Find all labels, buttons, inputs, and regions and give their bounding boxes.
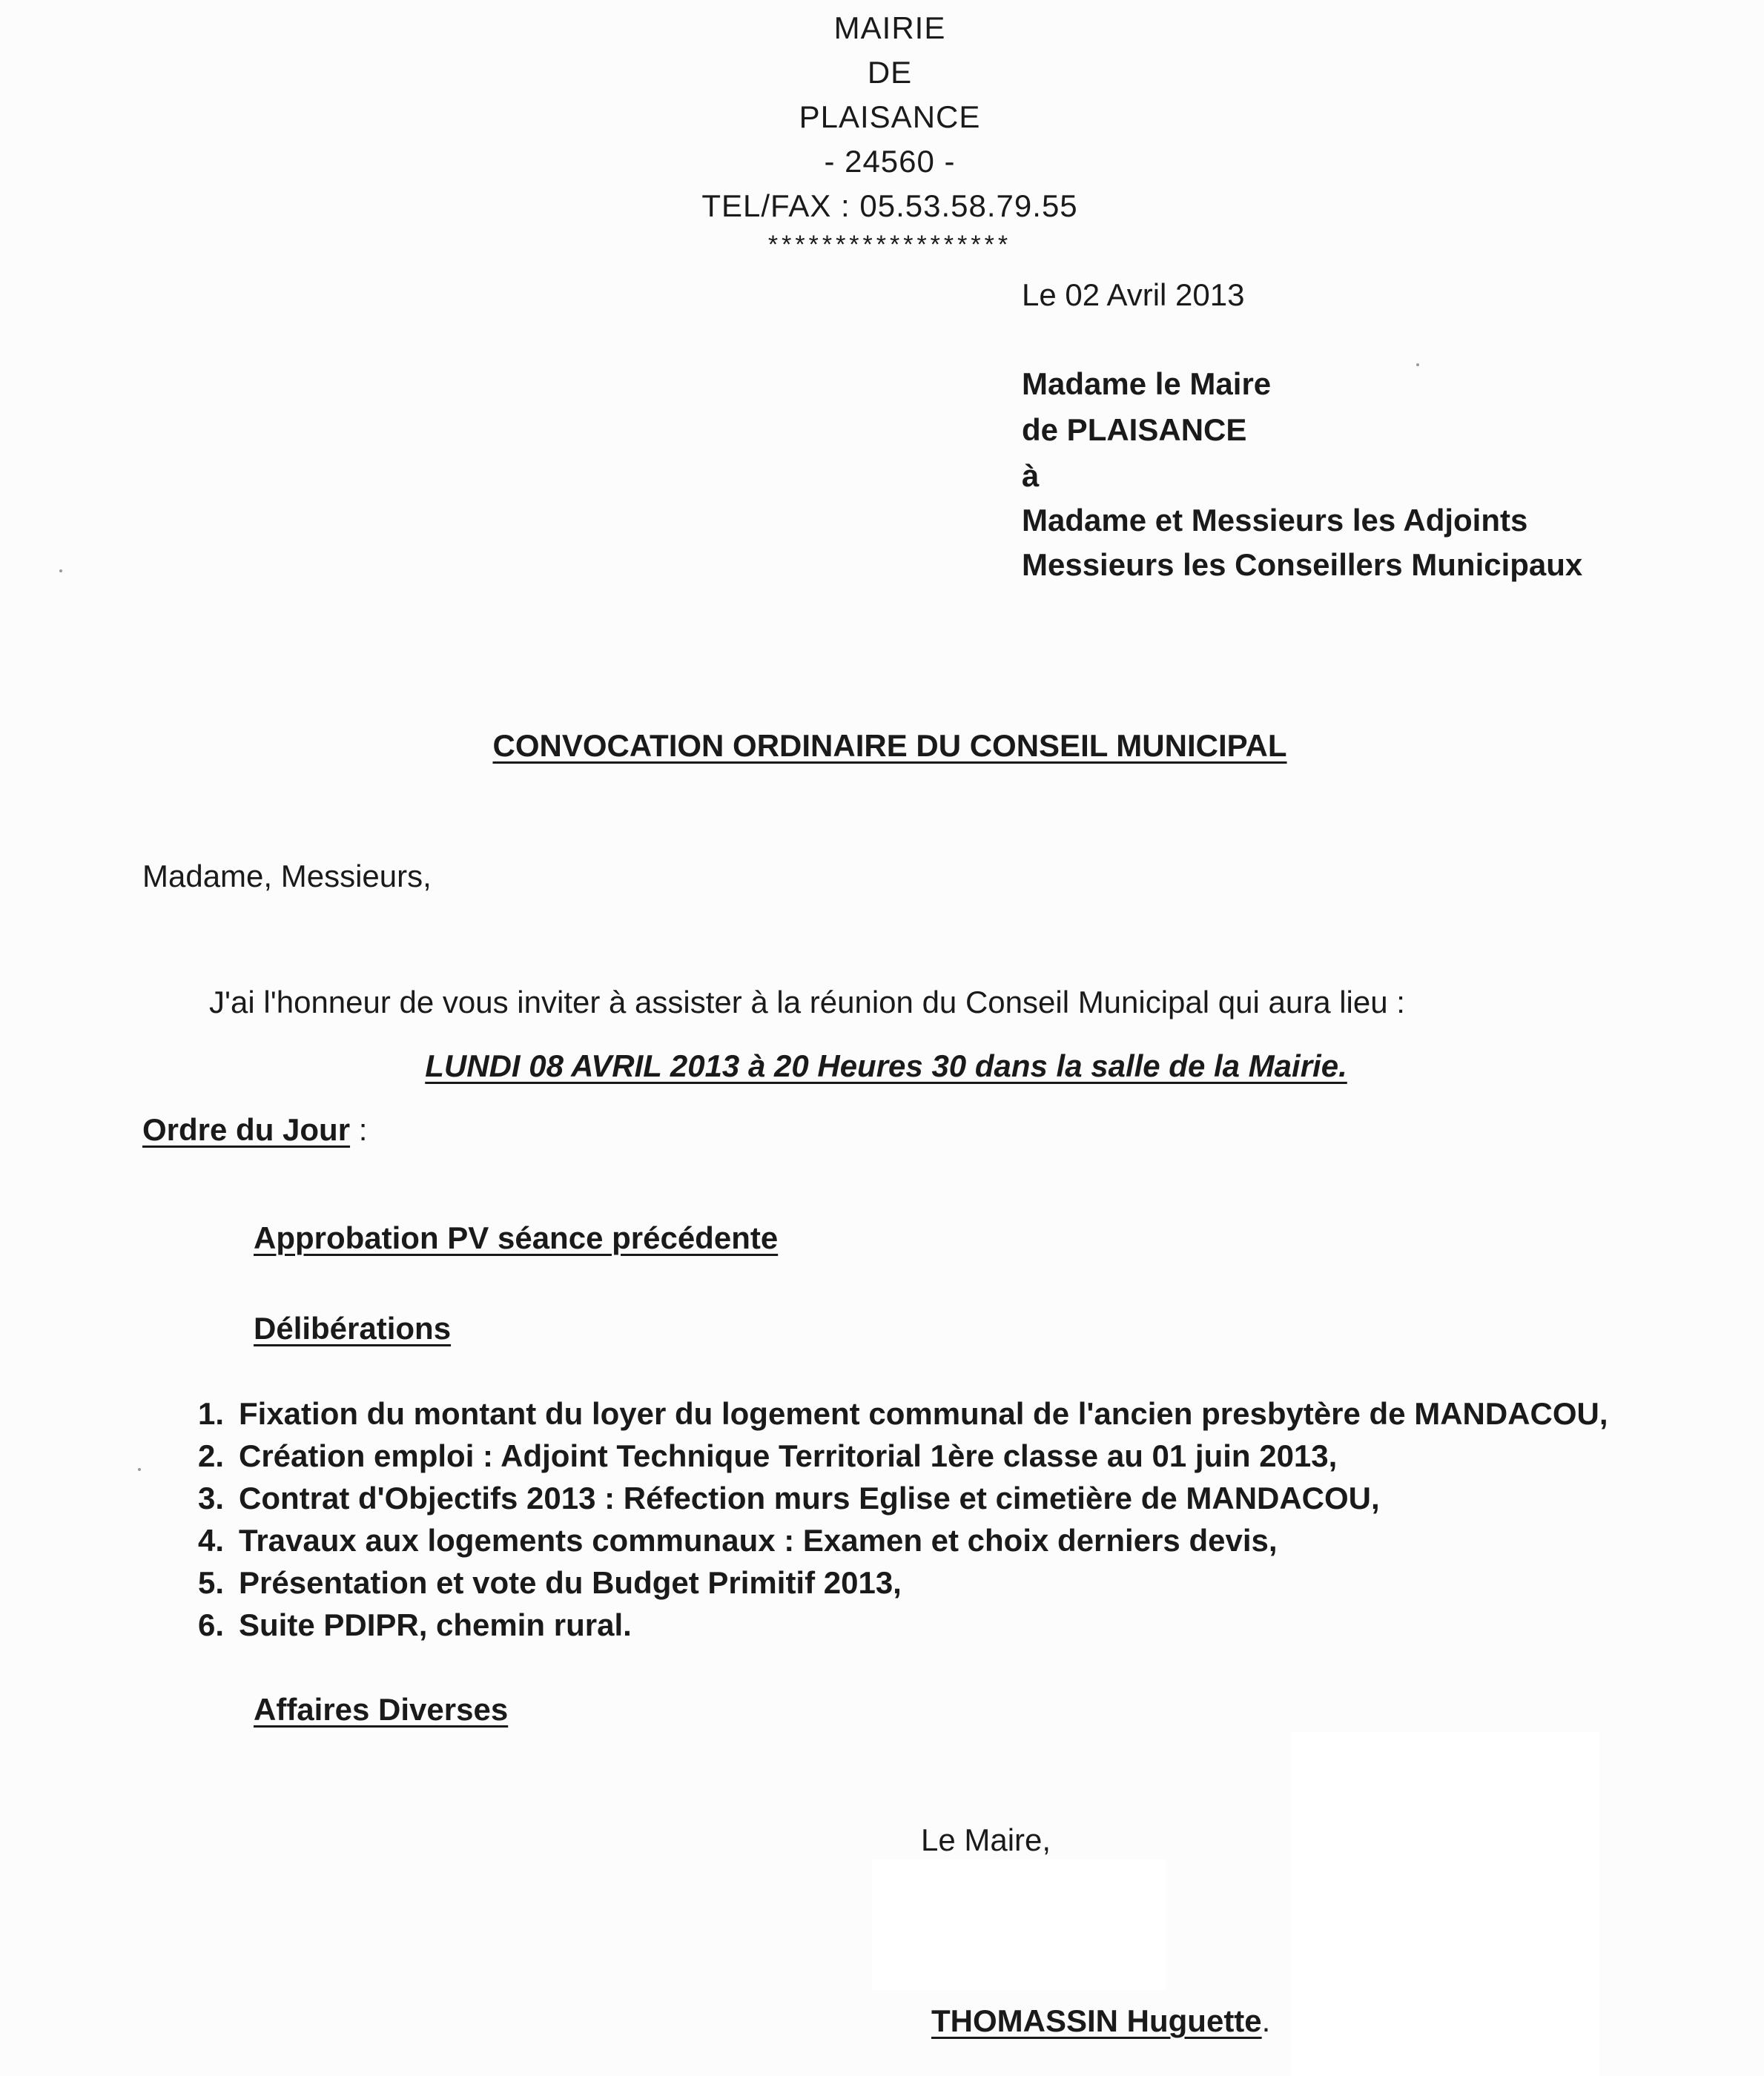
- agenda-section-approval: Approbation PV séance précédente: [254, 1220, 779, 1255]
- agenda-section-misc: Affaires Diverses: [254, 1692, 509, 1727]
- letterhead-phone: TEL/FAX : 05.53.58.79.55: [701, 188, 1078, 223]
- letter-date: Le 02 Avril 2013: [1022, 277, 1245, 312]
- list-item: 2. Création emploi : Adjoint Technique Territorial 1ère classe au 01 juin 2013,: [197, 1438, 1338, 1473]
- sender-line-3: à: [1022, 458, 1040, 493]
- scan-speck: [1416, 363, 1419, 366]
- letterhead-de: DE: [867, 55, 913, 90]
- letterhead-mairie: MAIRIE: [833, 10, 946, 45]
- sender-line-2: de PLAISANCE: [1022, 412, 1247, 447]
- meeting-details: LUNDI 08 AVRIL 2013 à 20 Heures 30 dans la salle de la Mairie.: [425, 1048, 1347, 1083]
- letterhead-town: PLAISANCE: [799, 99, 981, 134]
- list-item: 3. Contrat d'Objectifs 2013 : Réfection murs Eglise et cimetière de MANDACOU,: [197, 1481, 1380, 1515]
- sender-line-1: Madame le Maire: [1022, 366, 1272, 401]
- agenda-colon: :: [350, 1112, 368, 1147]
- letterhead-postcode: - 24560 -: [824, 144, 956, 179]
- signatory: [931, 1999, 1270, 2043]
- scan-speck: [138, 1468, 141, 1471]
- signature-role: Le Maire,: [921, 1822, 1051, 1857]
- document-title: CONVOCATION ORDINAIRE DU CONSEIL MUNICIPAL: [492, 728, 1287, 763]
- salutation: Madame, Messieurs,: [142, 859, 432, 893]
- recipient-line-2: Messieurs les Conseillers Municipaux: [1022, 547, 1583, 582]
- signatory-period: .: [1261, 2003, 1271, 2038]
- agenda-label: Ordre du Jour: [142, 1112, 351, 1147]
- deliberations-list: [165, 1392, 1608, 1646]
- redacted-signature: [872, 1860, 1166, 1990]
- list-item: 1. Fixation du montant du loyer du logement communal de l'ancien presbytère de MANDACOU,: [197, 1396, 1608, 1431]
- agenda-section-deliberations: Délibérations: [254, 1311, 452, 1346]
- list-item: 6. Suite PDIPR, chemin rural.: [197, 1607, 632, 1642]
- scan-speck: [59, 569, 62, 572]
- letterhead-separator: ******************: [767, 231, 1012, 259]
- invitation-text: J'ai l'honneur de vous inviter à assister à la réunion du Conseil Municipal qui aura lieu :: [209, 985, 1405, 1019]
- list-item: 4. Travaux aux logements communaux : Examen et choix derniers devis,: [197, 1523, 1278, 1558]
- agenda-heading: [142, 1108, 367, 1152]
- redacted-stamp: [1292, 1732, 1600, 2076]
- recipient-line-1: Madame et Messieurs les Adjoints: [1022, 503, 1528, 538]
- signatory-name: THOMASSIN Huguette: [931, 2003, 1262, 2038]
- list-item: 5. Présentation et vote du Budget Primitif 2013,: [197, 1565, 902, 1600]
